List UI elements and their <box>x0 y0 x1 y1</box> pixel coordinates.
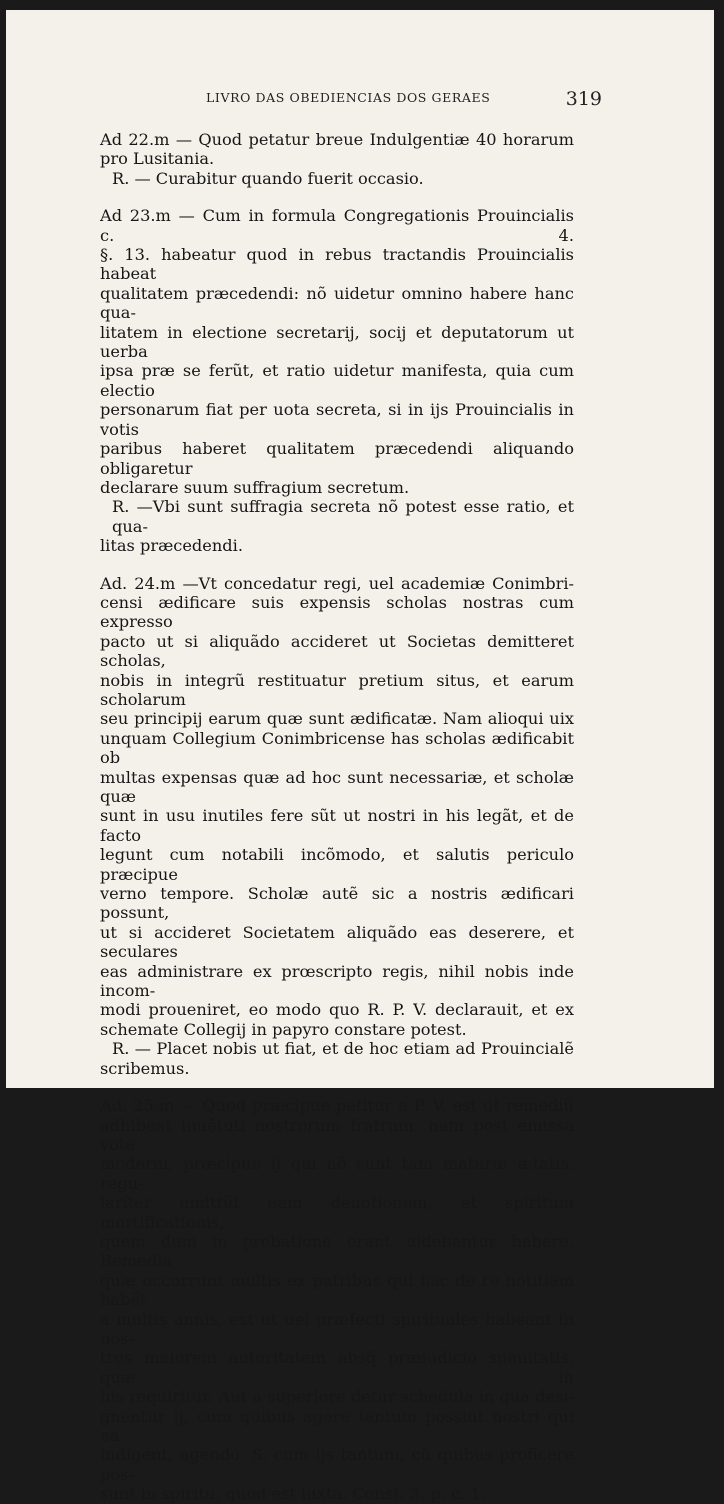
text-line: pacto ut si aliquãdo accideret ut Societas demitteret scholas, <box>100 631 574 671</box>
text-line: sunt in usu inutiles fere sũt ut nostri in his legãt, et de facto <box>100 806 574 845</box>
text-line: litas præcedendi. <box>100 536 243 556</box>
text-line: Ad. 24.m —Vt concedatur regi, uel academiæ Conimbri- <box>100 573 574 593</box>
paragraph-ad-24 <box>100 574 574 1079</box>
text-line: modi proueniret, eo modo quo R. P. V. declarauit, et ex <box>100 1000 574 1020</box>
text-line: ipsa præ se ferũt, et ratio uidetur manifesta, quia cum electio <box>100 361 574 400</box>
text-line: Ad 23.m — Cum in formula Congregationis Prouincialis c. 4. <box>100 206 574 245</box>
text-line: lariter amittũt eam deuotionem, et spiritum mortificationis, <box>100 1193 574 1232</box>
text-line: schemate Collegij in papyro constare potest. <box>100 1019 467 1039</box>
running-title: LIVRO DAS OBEDIENCIAS DOS GERAES <box>206 90 491 105</box>
text-line: tros maiorem autoritatem absq̃ præiudicio suauitatis, quæ in <box>100 1348 574 1387</box>
text-line: qualitatem præcedendi: nõ uidetur omnino habere hanc qua- <box>100 283 574 323</box>
book-page <box>6 10 714 1504</box>
text-line: verno tempore. Scholæ autẽ sic a nostris ædificari possunt, <box>100 884 574 923</box>
text-body <box>100 130 574 1504</box>
text-line: litatem in electione secretarij, socij et deputatorum ut uerba <box>100 322 574 362</box>
text-line: a multis annis, est ut uel præfecti spirituales habeant in nos- <box>100 1309 574 1348</box>
text-line: quem dum in probatione erant uidebantur habere. Remedia <box>100 1231 574 1271</box>
text-line: his requiritur. Aut a superiore detur schedula in qua desi- <box>100 1387 574 1407</box>
text-line: scribemus. <box>100 1058 190 1078</box>
paragraph-ad-22 <box>100 130 574 188</box>
text-line: quæ occurrunt multis ex patribus qui hac de re notitiam habẽt <box>100 1270 574 1310</box>
text-line: seu principij earum quæ sunt ædificatæ. Nam alioqui uix <box>100 709 574 729</box>
text-line: §. 13. habeatur quod in rebus tractandis Prouincialis habeat <box>100 245 574 284</box>
text-line: moderni, præcipue ij qui nõ sunt tam maturæ ætatis, regu- <box>100 1154 574 1193</box>
text-line: pro Lusitania. <box>100 149 215 169</box>
text-line: personarum fiat per uota secreta, si in ijs Prouincialis in votis <box>100 400 574 439</box>
text-line: R. — Placet nobis ut fiat, et de hoc etiam ad Prouincialẽ <box>112 1039 574 1059</box>
text-line: sunt in spiritu, quod est iuxta. Const. 3. p. c. 1. <box>100 1484 487 1504</box>
text-line: legunt cum notabili incõmodo, et salutis periculo præcipue <box>100 845 574 884</box>
page-number: 319 <box>565 88 602 110</box>
paragraph-ad-23 <box>100 206 574 555</box>
text-line: R. — Curabitur quando fuerit occasio. <box>112 168 424 188</box>
text-line: censi ædificare suis expensis scholas nostras cum expresso <box>100 592 574 632</box>
text-line: multas expensas quæ ad hoc sunt necessariæ, et scholæ quæ <box>100 767 574 806</box>
text-line: Ad. 25.m — Quod præcipue petitur a P. V. est ut remediũ <box>100 1096 574 1116</box>
text-line: paribus haberet qualitatem præcedendi aliquando obligaretur <box>100 439 574 478</box>
text-line: nobis in integrũ restituatur pretium situs, et earum scholarum <box>100 670 574 709</box>
text-line: unquam Collegium Conimbricense has scholas ædificabit ob <box>100 728 574 768</box>
text-line: eas administrare ex prœscripto regis, nihil nobis inde incom- <box>100 961 574 1001</box>
text-line: ut si accideret Societatem aliquãdo eas deserere, et seculares <box>100 922 574 962</box>
text-line: declarare suum suffragium secretum. <box>100 477 410 497</box>
text-line: R. —Vbi sunt suffragia secreta nõ potest esse ratio, et qua- <box>112 497 574 536</box>
text-line: adhibeat iuuẽtuti nostrorum fratrum: nam post emissa vota <box>100 1115 574 1154</box>
paragraph-ad-25 <box>100 1096 574 1504</box>
text-line: Ad 22.m — Quod petatur breue Indulgentiæ 40 horarum <box>100 130 574 149</box>
text-line: indigent, agendo. S. cum ijs tantum, cũ quibus proficere pos- <box>100 1445 574 1484</box>
text-line: gnentur ij, cum quibus agere tantum possint nostri qui ea <box>100 1406 574 1445</box>
